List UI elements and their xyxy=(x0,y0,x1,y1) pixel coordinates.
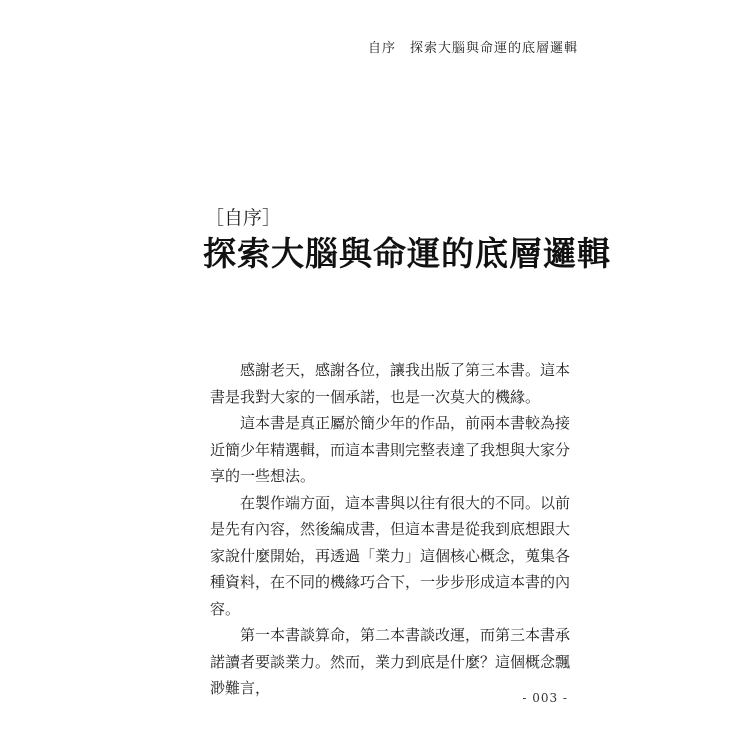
paragraph: 在製作端方面，這本書與以往有很大的不同。以前是先有內容，然後編成書，但這本書是從我到底想跟大家說什麼開始，再透過「業力」這個核心概念，蒐集各種資料，在不同的機緣巧合下，一步步形成這本書的內容。 xyxy=(210,493,571,618)
chapter-label: ［自序］ xyxy=(205,207,282,229)
paragraph: 這本書是真正屬於簡少年的作品，前兩本書較為接近簡少年精選輯，而這本書則完整表達了我想與大家分享的一些想法。 xyxy=(210,414,571,485)
running-header xyxy=(368,37,578,56)
paragraph: 感謝老天，感謝各位，讓我出版了第三本書。這本書是我對大家的一個承諾，也是一次莫大的機緣。 xyxy=(210,361,571,406)
running-header-section: 自序 xyxy=(367,41,396,56)
paragraph: 第一本書談算命，第二本書談改運，而第三本書承諾讀者要談業力。然而，業力到底是什麼？這個概念飄渺難言， xyxy=(210,626,571,697)
running-header-title: 探索大腦與命運的底層邏輯 xyxy=(409,41,578,56)
body-text xyxy=(210,357,570,702)
page-number: - 003 - xyxy=(522,691,568,705)
chapter-title: 探索大腦與命運的底層邏輯 xyxy=(203,234,611,273)
